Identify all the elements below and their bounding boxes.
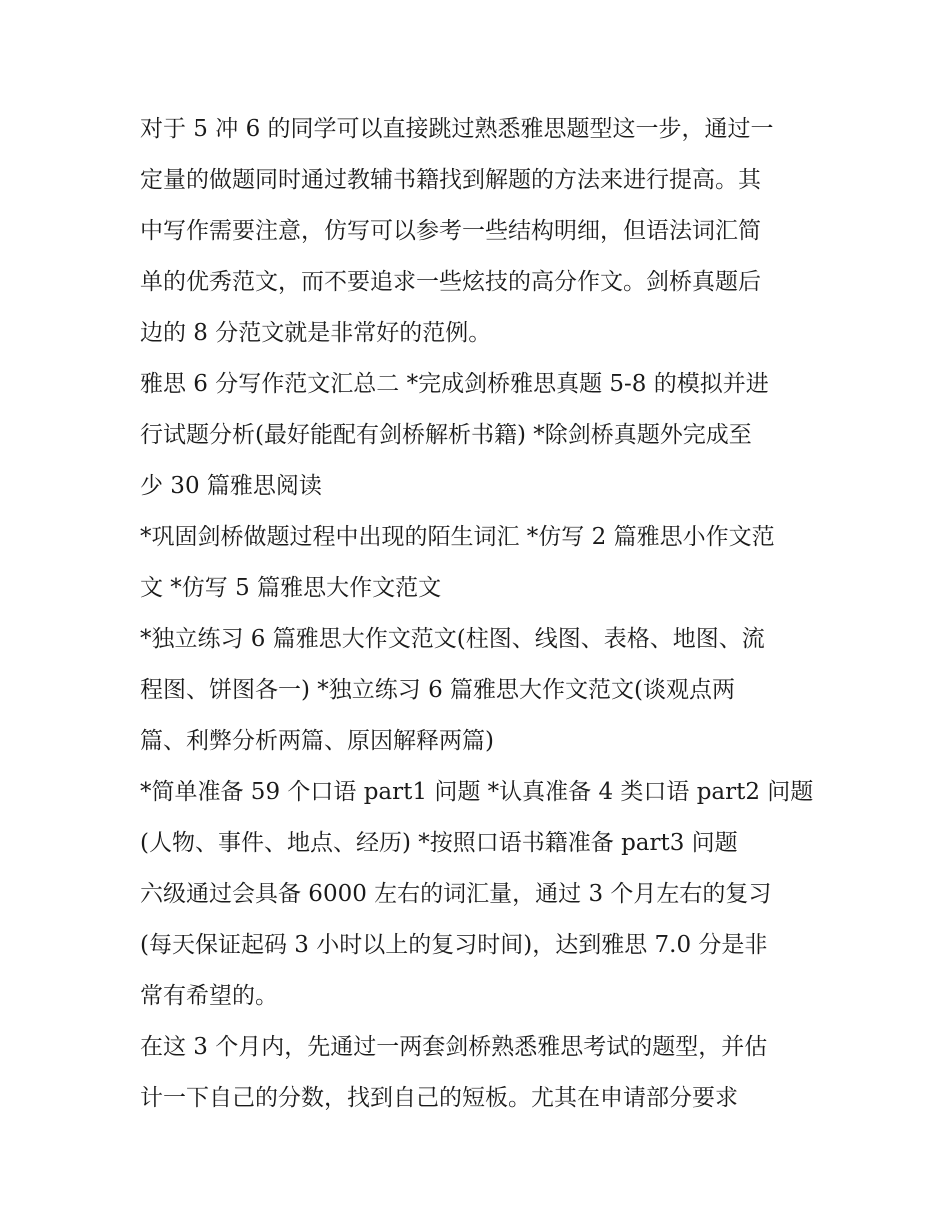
paragraph (140, 512, 820, 614)
paragraph (140, 767, 820, 869)
text-line: 行试题分析(最好能配有剑桥解析书籍) *除剑桥真题外完成至 (140, 422, 752, 448)
text-line: 对于 5 冲 6 的同学可以直接跳过熟悉雅思题型这一步，通过一 (140, 116, 774, 142)
text-line: 边的 8 分范文就是非常好的范例。 (140, 320, 492, 346)
text-line: *巩固剑桥做题过程中出现的陌生词汇 *仿写 2 篇雅思小作文范 (140, 524, 775, 550)
text-line: 篇、利弊分析两篇、原因解释两篇) (140, 728, 494, 754)
text-line: *简单准备 59 个口语 part1 问题 *认真准备 4 类口语 part2 问题 (140, 779, 814, 805)
paragraph (140, 359, 820, 512)
text-line: (人物、事件、地点、经历) *按照口语书籍准备 part3 问题 (140, 830, 738, 856)
text-line: 雅思 6 分写作范文汇总二 *完成剑桥雅思真题 5-8 的模拟并进 (140, 371, 769, 397)
text-line: 单的优秀范文，而不要追求一些炫技的高分作文。剑桥真题后 (140, 269, 761, 295)
text-line: 程图、饼图各一) *独立练习 6 篇雅思大作文范文(谈观点两 (140, 677, 736, 703)
text-line: 六级通过会具备 6000 左右的词汇量，通过 3 个月左右的复习 (140, 881, 772, 907)
text-line: 少 30 篇雅思阅读 (140, 473, 322, 499)
text-line: *独立练习 6 篇雅思大作文范文(柱图、线图、表格、地图、流 (140, 626, 765, 652)
text-line: 在这 3 个月内，先通过一两套剑桥熟悉雅思考试的题型，并估 (140, 1034, 768, 1060)
document-page (140, 104, 820, 1124)
text-line: 定量的做题同时通过教辅书籍找到解题的方法来进行提高。其 (140, 167, 761, 193)
text-line: (每天保证起码 3 小时以上的复习时间)，达到雅思 7.0 分是非 (140, 932, 768, 958)
text-line: 中写作需要注意，仿写可以参考一些结构明细，但语法词汇简 (140, 218, 761, 244)
text-line: 文 *仿写 5 篇雅思大作文范文 (140, 575, 442, 601)
text-line: 常有希望的。 (140, 983, 278, 1009)
paragraph (140, 104, 820, 359)
paragraph (140, 614, 820, 767)
paragraph (140, 1022, 820, 1124)
text-line: 计一下自己的分数，找到自己的短板。尤其在申请部分要求 (140, 1085, 738, 1111)
paragraph (140, 869, 820, 1022)
